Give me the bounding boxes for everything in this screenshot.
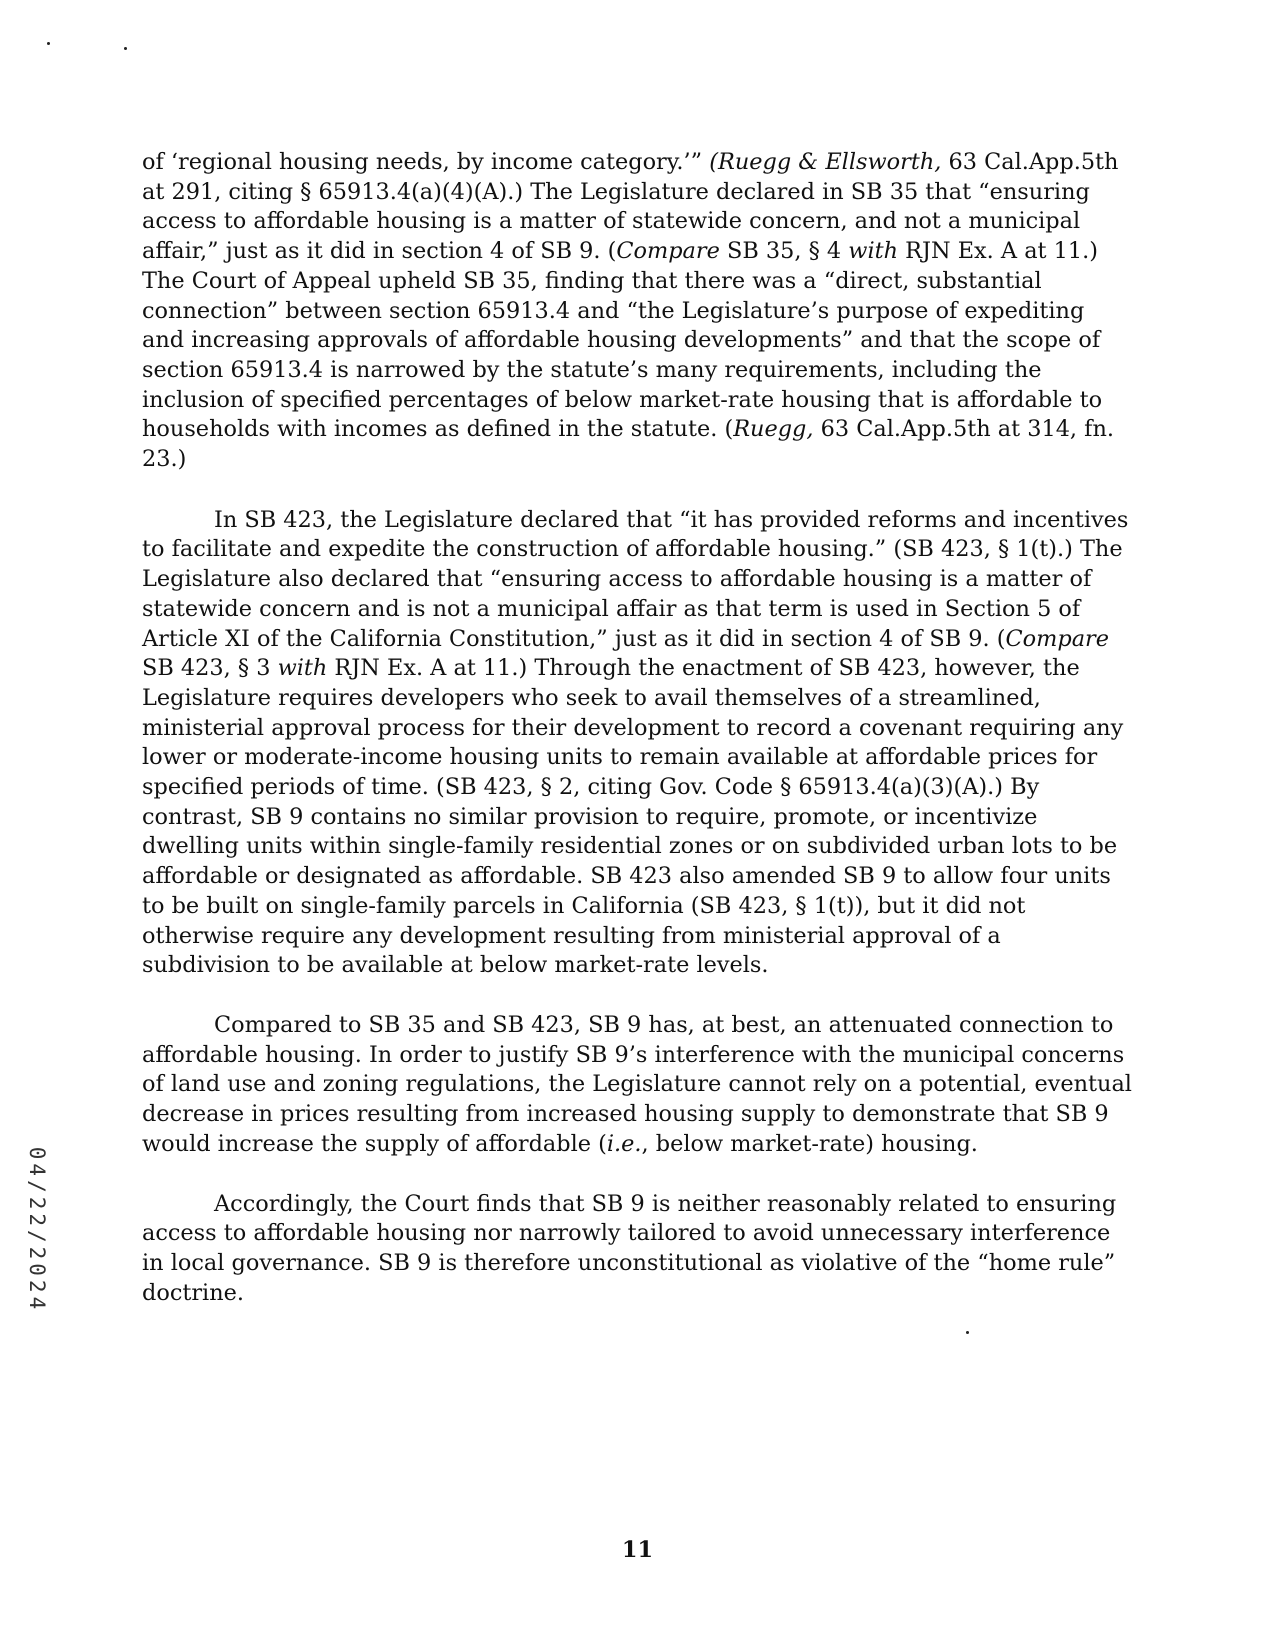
body-text: SB 35, § 4 (719, 238, 849, 265)
paragraph-1 (142, 148, 1132, 475)
date-stamp-text: 04/22/2024 (25, 1146, 49, 1314)
body-text: In SB 423, the Legislature declared that “it has provided reforms and incentives to facilitate and expedite the construction of affordable housing.” (SB 423, § 1(t).) The Legislature also declared that “ensuring access to affordable housing is a matter of statewide concern and is not a municipal affair as that term is used in Section 5 of Article XI of the California Constitution,” just as it did in section 4 of SB 9. ( (142, 506, 1129, 652)
scan-speck (124, 47, 127, 50)
body-text: 63 Cal.App.5th at 291, citing § 65913.4(a)(4)(A).) The Legislature declared in SB 35 that “ensuring access to affordable housing is a matter of statewide concern, and not a municipal affair,” just as it did in section 4 of SB 9. ( (142, 149, 1119, 265)
body-text: , below market-rate) housing. (641, 1130, 978, 1157)
body-text: 63 Cal.App.5th at 314, fn. 23.) (142, 416, 1114, 473)
scan-speck (47, 42, 50, 45)
body-text: RJN Ex. A at 11.) The Court of Appeal upheld SB 35, finding that there was a “direct, substantial connection” between section 65913.4 and “the Legislature’s purpose of expediting and increasing approvals of affordable housing developments” and that the scope of section 65913.4 is narrowed by the statute’s many requirements, including the inclusion of specified percentages of below market-rate housing that is affordable to households with incomes as defined in the statute. ( (142, 238, 1103, 443)
document-body (142, 148, 1132, 1338)
paragraph-2 (142, 506, 1132, 981)
paragraph-4 (142, 1190, 1132, 1309)
body-text: SB 423, § 3 (142, 655, 278, 682)
citation-text: with (277, 655, 328, 682)
body-text: of ‘regional housing needs, by income category.’” (142, 149, 710, 175)
page-number: 11 (621, 1537, 654, 1563)
citation-text: with (848, 238, 899, 265)
citation-text: Compare (616, 238, 720, 265)
date-stamp (22, 1130, 52, 1330)
body-text: Accordingly, the Court finds that SB 9 is neither reasonably related to ensuring access to affordable housing nor narrowly tailored to avoid unnecessary interference in local governance. SB 9 is therefore unconstitutional as violative of the “home rule” doctrine. (142, 1190, 1117, 1306)
citation-text: Ruegg, (733, 416, 814, 443)
citation-text: Compare (1005, 625, 1109, 652)
body-text: Compared to SB 35 and SB 423, SB 9 has, at best, an attenuated connection to affordable housing. In order to justify SB 9’s interference with the municipal concerns of land use and zoning regulations, the Legislature cannot rely on a potential, eventual decrease in prices resulting from increased housing supply to demonstrate that SB 9 would increase the supply of affordable ( (142, 1011, 1132, 1157)
body-text: RJN Ex. A at 11.) Through the enactment of SB 423, however, the Legislature requires developers who seek to avail themselves of a streamlined, ministerial approval process for their development to record a covenant requiring any lower or moderate-income housing units to remain available at affordable prices for specified periods of time. (SB 423, § 2, citing Gov. Code § 65913.4(a)(3)(A).) By contrast, SB 9 contains no similar provision to require, promote, or incentivize dwelling units within single-family residential zones or on subdivided urban lots to be affordable or designated as affordable. SB 423 also amended SB 9 to allow four units to be built on single-family parcels in California (SB 423, § 1(t)), but it did not otherwise require any development resulting from ministerial approval of a subdivision to be available at below market-rate levels. (142, 655, 1124, 979)
citation-text: i.e. (606, 1130, 642, 1157)
paragraph-3 (142, 1011, 1132, 1160)
citation-text: (Ruegg & Ellsworth, (709, 149, 942, 175)
